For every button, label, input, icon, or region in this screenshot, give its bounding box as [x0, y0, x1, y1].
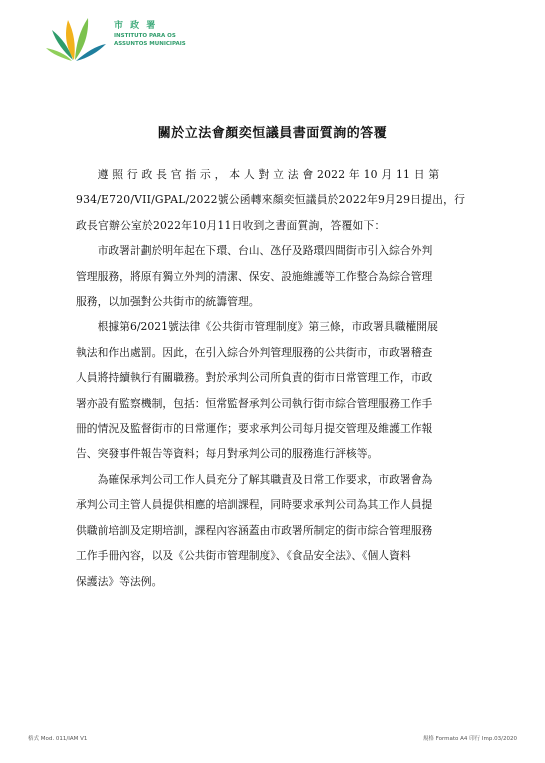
paragraph-line: 工作手冊內容，以及《公共街市管理制度》、《食品安全法》、《個人資料 — [76, 549, 411, 563]
paragraph-4 — [76, 467, 512, 594]
paragraph-line: 市政署計劃於明年起在下環、台山、氹仔及路環四間街市引入綜合外判 — [97, 244, 433, 258]
logo-chinese-name: 市 政 署 — [114, 21, 158, 31]
paragraph-2 — [76, 238, 512, 314]
paragraph-line: 執法和作出處罰。因此，在引入綜合外判管理服務的公共街市，市政署稽查 — [76, 345, 433, 359]
document-body — [76, 162, 512, 594]
header-logo — [44, 8, 194, 64]
paragraph-line: 告、突發事件報告等資料；每月對承判公司的服務進行評核等。 — [76, 447, 379, 461]
logo-wordmark — [114, 18, 186, 47]
paragraph-line: 承判公司主管人員提供相應的培訓課程，同時要求承判公司為其工作人員提 — [76, 498, 433, 512]
paragraph-line: 政長官辦公室於2022年10月11日收到之書面質詢，答覆如下： — [76, 218, 386, 232]
logo-portuguese-line2: ASSUNTOS MUNICIPAIS — [114, 41, 186, 47]
paragraph-line: 934/E720/VII/GPAL/2022號公函轉來顏奕恒議員於2022年9月29日提出，行 — [76, 193, 466, 207]
paragraph-line: 遵 照 行 政 長 官 指 示 ， 本 人 對 立 法 會 2022 年 10 月 11 日 第 — [97, 168, 440, 181]
paragraph-3 — [76, 314, 512, 466]
paragraph-line: 人員將持續執行有關職務。對於承判公司所負責的街市日常管理工作，市政 — [76, 371, 433, 385]
paragraph-line: 供職前培訓及定期培訓，課程內容涵蓋由市政署所制定的街市綜合管理服務 — [76, 523, 433, 537]
paragraph-line: 保護法》等法例。 — [76, 574, 163, 588]
footer-form-code: 格式 Mod. 011/IAM V1 — [28, 736, 88, 742]
paragraph-line: 為確保承判公司工作人員充分了解其職責及日常工作要求，市政署會為 — [97, 472, 433, 486]
logo-portuguese-line1: INSTITUTO PARA OS — [114, 33, 176, 39]
iam-logo-icon — [44, 8, 110, 64]
paragraph-line: 根據第6/2021號法律《公共街市管理制度》第三條，市政署具職權開展 — [97, 320, 438, 334]
paragraph-line: 冊的情況及監督街市的日常運作；要求承判公司每月提交管理及維護工作報 — [76, 422, 433, 436]
paragraph-line: 署亦設有監察機制，包括：恒常監督承判公司執行街市綜合管理服務工作手 — [76, 396, 433, 410]
paragraph-1 — [76, 162, 512, 238]
document-title: 關於立法會顏奕恒議員書面質詢的答覆 — [157, 126, 388, 141]
paragraph-line: 管理服務，將原有獨立外判的清潔、保安、設施維護等工作整合為綜合管理 — [76, 269, 433, 283]
paragraph-line: 服務，以加强對公共街市的統籌管理。 — [76, 295, 260, 309]
footer-format-code: 規格 Formato A4 印行 Imp.03/2020 — [422, 736, 517, 742]
